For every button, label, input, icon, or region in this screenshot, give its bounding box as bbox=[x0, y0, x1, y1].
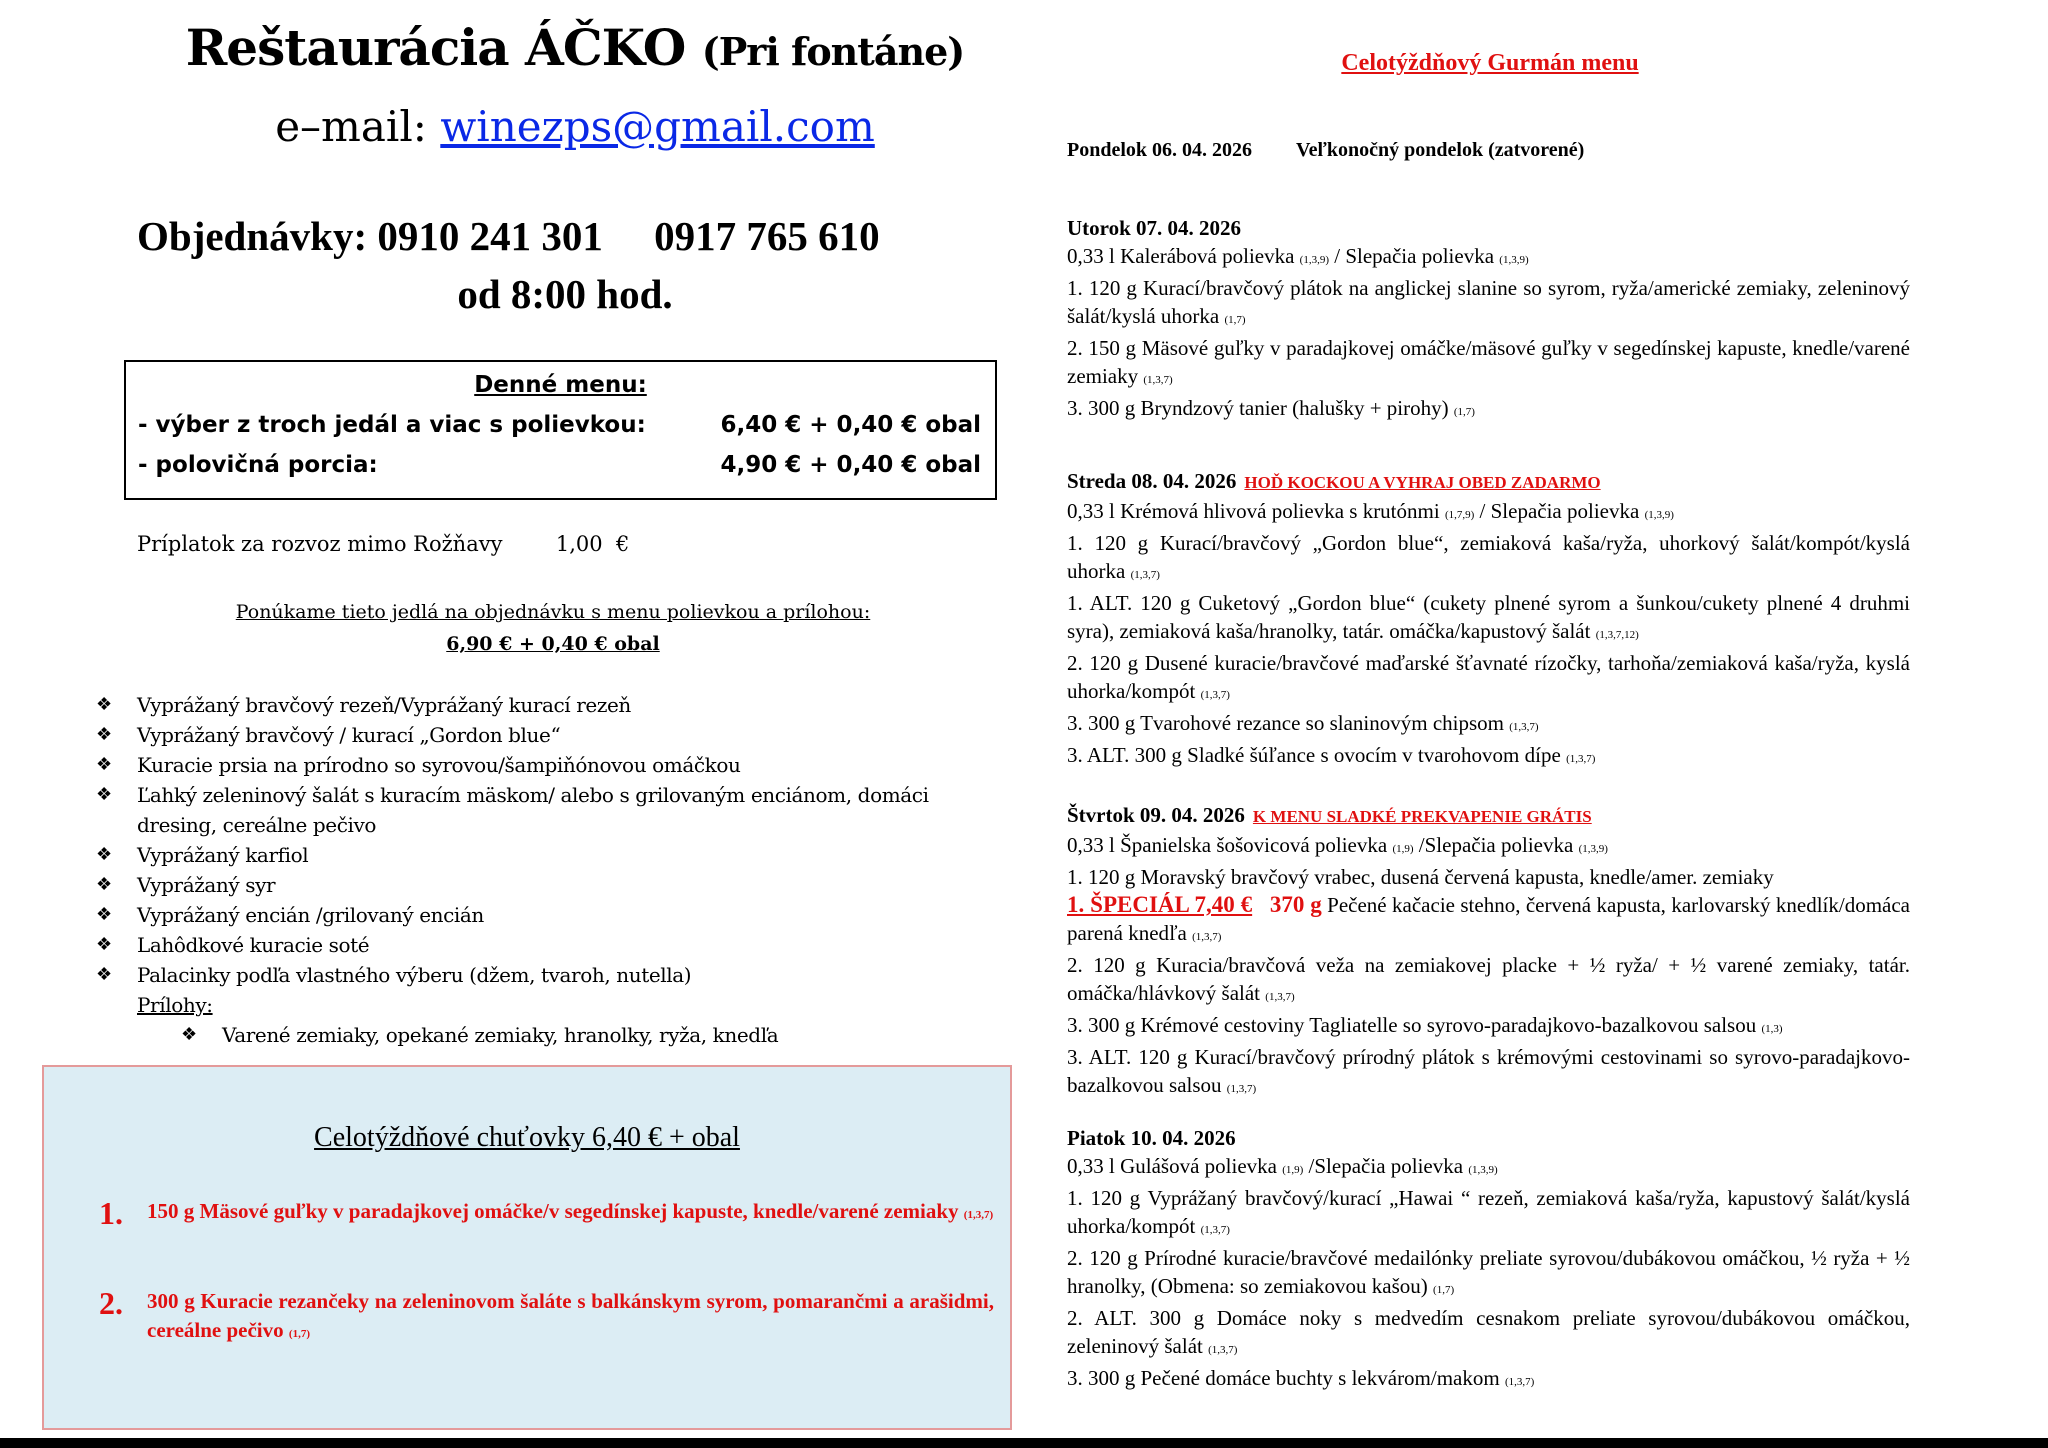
offer-item bbox=[96, 900, 996, 930]
order-phones: Objednávky: 0910 241 301 0917 765 610 bbox=[137, 213, 880, 259]
offer-item-text: Vyprážaný syr bbox=[137, 873, 276, 897]
day-heading: Pondelok 06. 04. 2026 bbox=[1067, 139, 1253, 161]
allergens: (1,3,7) bbox=[1143, 374, 1173, 386]
menu-line bbox=[1067, 1043, 1910, 1103]
offer-item-text: Vyprážaný bravčový rezeň/Vyprážaný kurací rezeň bbox=[137, 693, 631, 717]
dish-text: 0,33 l Kalerábová polievka bbox=[1067, 244, 1300, 268]
sides-text: Varené zemiaky, opekané zemiaky, hranolky, ryža, knedľa bbox=[222, 1023, 779, 1047]
promo-text: K MENU SLADKÉ PREKVAPENIE GRÁTIS bbox=[1252, 807, 1592, 826]
menu-line bbox=[1067, 1304, 1910, 1364]
item-number: 1. bbox=[99, 1195, 123, 1231]
menu-line bbox=[1067, 741, 1910, 773]
menu-line bbox=[1067, 529, 1910, 589]
offer-item bbox=[96, 750, 996, 780]
allergens: (1,3,7) bbox=[1504, 1376, 1535, 1388]
day-heading: Utorok 07. 04. 2026 bbox=[1067, 216, 1242, 240]
row-price: 6,40 € + 0,40 € obal bbox=[720, 412, 981, 438]
restaurant-name: Reštaurácia ÁČKO bbox=[185, 18, 686, 77]
item-text: 300 g Kuracie rezančeky na zeleninovom šaláte s balkánskym syrom, pomarančmi a arašidmi, cereálne pečivo bbox=[147, 1289, 994, 1342]
dish-text: 1. 120 g Vyprážaný bravčový/kurací „Hawai “ rezeň, zemiaková kaša/ryža, kapustový šalát/kyslá uhorka/kompót bbox=[1067, 1186, 1910, 1238]
day-thursday bbox=[1067, 801, 1910, 1103]
bottom-border bbox=[0, 1438, 2048, 1448]
order-hours: od 8:00 hod. bbox=[457, 271, 673, 317]
daily-menu-row bbox=[126, 412, 995, 438]
offer-item bbox=[96, 870, 996, 900]
dish-text: 0,33 l Krémová hlivová polievka s krutónmi bbox=[1067, 499, 1445, 523]
daily-menu-box bbox=[124, 360, 997, 500]
menu-line bbox=[1067, 274, 1910, 334]
allergens: (1,3) bbox=[1761, 1023, 1783, 1035]
offer-item bbox=[96, 690, 996, 720]
promo-text: HOĎ KOCKOU A VYHRAJ OBED ZADARMO bbox=[1244, 473, 1601, 492]
allergens: (1,7) bbox=[1433, 1284, 1455, 1296]
email-label: e–mail: bbox=[275, 102, 427, 151]
dish-text: 3. 300 g Tvarohové rezance so slaninovým chipsom bbox=[1067, 711, 1510, 735]
menu-line bbox=[1067, 1244, 1910, 1304]
offer-item bbox=[96, 840, 996, 870]
dish-text: 3. 300 g Pečené domáce buchty s lekvárom/makom bbox=[1067, 1366, 1505, 1390]
allergens: (1,3,7) bbox=[1208, 1344, 1238, 1356]
offer-list bbox=[96, 690, 996, 1050]
restaurant-title bbox=[0, 18, 1150, 77]
allergens: (1,3,7) bbox=[1192, 931, 1222, 943]
menu-line bbox=[1067, 831, 1910, 863]
dish-text: / Slepačia polievka bbox=[1329, 244, 1500, 268]
menu-line bbox=[1067, 497, 1910, 529]
dish-text: 3. ALT. 300 g Sladké šúľance s ovocím v tvarohovom dípe bbox=[1067, 743, 1567, 767]
diamond-bullet-icon: ❖ bbox=[96, 754, 112, 775]
item-text: 150 g Mäsové guľky v paradajkovej omáčke/v segedínskej kapuste, knedle/varené zemiaky bbox=[147, 1199, 959, 1223]
dish-text: 3. 300 g Krémové cestoviny Tagliatelle so syrovo-paradajkovo-bazalkovou salsou bbox=[1067, 1013, 1762, 1037]
diamond-bullet-icon: ❖ bbox=[96, 844, 112, 865]
allergens: (1,3,7) bbox=[1200, 1224, 1230, 1236]
menu-line bbox=[1067, 242, 1910, 274]
diamond-bullet-icon: ❖ bbox=[96, 724, 112, 745]
allergens: (1,3,9) bbox=[1299, 254, 1329, 266]
dish-text: Pečené kačacie stehno, červená kapusta, karlovarský knedlík/domáca parená knedľa bbox=[1067, 893, 1910, 945]
offer-item bbox=[96, 930, 996, 960]
daily-menu-row bbox=[126, 452, 995, 478]
offer-item-text: Lahôdkové kuracie soté bbox=[137, 933, 370, 957]
day-wednesday bbox=[1067, 467, 1910, 773]
offer-item-text: Palacinky podľa vlastného výberu (džem, tvaroh, nutella) bbox=[137, 963, 692, 987]
daily-menu-title: Denné menu: bbox=[474, 372, 647, 398]
weekly-special-item bbox=[99, 1197, 994, 1230]
dish-text: 0,33 l Španielska šošovicová polievka bbox=[1067, 833, 1393, 857]
row-label: - výber z troch jedál a viac s polievkou: bbox=[138, 412, 646, 438]
dish-text: 3. 300 g Bryndzový tanier (halušky + pirohy) bbox=[1067, 396, 1454, 420]
diamond-bullet-icon: ❖ bbox=[96, 694, 112, 715]
diamond-bullet-icon: ❖ bbox=[96, 964, 112, 985]
weekly-specials-box bbox=[42, 1065, 1012, 1430]
day-heading: Piatok 10. 04. 2026 bbox=[1067, 1126, 1236, 1150]
dish-text: /Slepačia polievka bbox=[1303, 1154, 1469, 1178]
menu-line bbox=[1067, 1364, 1910, 1396]
diamond-bullet-icon: ❖ bbox=[96, 904, 112, 925]
allergens: (1,9) bbox=[1282, 1164, 1304, 1176]
offer-item-text: Vyprážaný karfiol bbox=[137, 843, 309, 867]
dish-text: /Slepačia polievka bbox=[1413, 833, 1579, 857]
day-note: Veľkonočný pondelok (zatvorené) bbox=[1296, 139, 1585, 161]
allergens: (1,7) bbox=[1453, 406, 1475, 418]
dish-text: 2. 120 g Dusené kuracie/bravčové maďarské šťavnaté rízočky, tarhoňa/zemiaková kaša/ryža, kyslá uhorka/kompót bbox=[1067, 651, 1910, 703]
allergens: (1,3,7) bbox=[1130, 569, 1160, 581]
day-monday bbox=[1067, 136, 1910, 164]
day-heading: Štvrtok 09. 04. 2026 bbox=[1067, 803, 1245, 827]
allergens: (1,3,7) bbox=[1509, 721, 1539, 733]
dish-text: 1. ALT. 120 g Cuketový „Gordon blue“ (cukety plnené syrom a šunkou/cukety plnené 4 druhmi syra), zemiaková kaša/hranolky, tatár. omáčka/kapustový šalát bbox=[1067, 591, 1910, 643]
menu-line bbox=[1067, 709, 1910, 741]
allergens: (1,3,7) bbox=[1226, 1083, 1257, 1095]
diamond-bullet-icon: ❖ bbox=[181, 1024, 197, 1045]
sides-label: Prílohy: bbox=[137, 993, 213, 1017]
menu-line bbox=[1067, 334, 1910, 394]
diamond-bullet-icon: ❖ bbox=[96, 784, 112, 805]
dish-text: / Slepačia polievka bbox=[1474, 499, 1645, 523]
week-menu-title: Celotýždňový Gurmán menu bbox=[1341, 50, 1639, 76]
diamond-bullet-icon: ❖ bbox=[96, 874, 112, 895]
menu-line bbox=[1067, 863, 1910, 891]
day-friday bbox=[1067, 1124, 1910, 1396]
offer-item-text: Ľahký zeleninový šalát s kuracím mäskom/ alebo s grilovaným enciánom, domáci dresing, cereálne pečivo bbox=[137, 783, 929, 837]
menu-line bbox=[1067, 649, 1910, 709]
menu-line bbox=[1067, 1184, 1910, 1244]
special-item bbox=[1067, 891, 1910, 951]
allergens: (1,3,9) bbox=[1644, 509, 1674, 521]
sides-item bbox=[181, 1020, 996, 1050]
delivery-surcharge bbox=[137, 532, 629, 556]
row-price: 4,90 € + 0,40 € obal bbox=[720, 452, 981, 478]
special-weight: 370 g bbox=[1269, 892, 1322, 917]
surcharge-label: Príplatok za rozvoz mimo Rožňavy bbox=[137, 532, 503, 556]
menu-line bbox=[1067, 1011, 1910, 1043]
allergens: (1,3,9) bbox=[1578, 843, 1608, 855]
row-label: - polovičná porcia: bbox=[138, 452, 378, 478]
menu-line bbox=[1067, 394, 1910, 426]
dish-text: 2. 150 g Mäsové guľky v paradajkovej omáčke/mäsové guľky v segedínskej kapuste, knedle/varené zemiaky bbox=[1067, 336, 1910, 388]
restaurant-location: (Pri fontáne) bbox=[701, 29, 965, 74]
offer-item bbox=[96, 960, 996, 990]
dish-text: 2. ALT. 300 g Domáce noky s medvedím cesnakom preliate syrovou/dubákovou omáčkou, zeleninový šalát bbox=[1067, 1306, 1910, 1358]
offer-item-text: Vyprážaný bravčový / kurací „Gordon blue“ bbox=[137, 723, 561, 747]
offer-item-text: Kuracie prsia na prírodno so syrovou/šampiňónovou omáčkou bbox=[137, 753, 741, 777]
menu-line bbox=[1067, 1152, 1910, 1184]
allergens: (1,3,7) bbox=[963, 1209, 994, 1221]
dish-text: 3. ALT. 120 g Kurací/bravčový prírodný plátok s krémovými cestovinami so syrovo-paradajkovo-bazalkovou salsou bbox=[1067, 1045, 1910, 1097]
menu-line bbox=[1067, 951, 1910, 1011]
email-line bbox=[0, 102, 1150, 151]
dish-text: 0,33 l Gulášová polievka bbox=[1067, 1154, 1283, 1178]
diamond-bullet-icon: ❖ bbox=[96, 934, 112, 955]
offer-item bbox=[96, 780, 996, 840]
weekly-specials-title: Celotýždňové chuťovky 6,40 € + obal bbox=[314, 1122, 740, 1153]
allergens: (1,9) bbox=[1392, 843, 1414, 855]
day-heading: Streda 08. 04. 2026 bbox=[1067, 469, 1237, 493]
allergens: (1,7,9) bbox=[1444, 509, 1475, 521]
offer-item bbox=[96, 720, 996, 750]
offer-heading bbox=[120, 596, 986, 660]
dish-text: 2. 120 g Prírodné kuracie/bravčové medailónky preliate syrovou/dubákovou omáčkou, ½ ryža + ½ hranolky, (Obmena: so zemiakovou kašou) bbox=[1067, 1246, 1910, 1298]
allergens: (1,7) bbox=[1224, 314, 1246, 326]
allergens: (1,7) bbox=[288, 1328, 310, 1340]
offer-item-text: Vyprážaný encián /grilovaný encián bbox=[137, 903, 484, 927]
allergens: (1,3,7,12) bbox=[1595, 629, 1639, 641]
dish-text: 2. 120 g Kuracia/bravčová veža na zemiakovej placke + ½ ryža/ + ½ varené zemiaky, tatár. omáčka/hlávkový šalát bbox=[1067, 953, 1910, 1005]
item-number: 2. bbox=[99, 1285, 123, 1321]
offer-price: 6,90 € + 0,40 € obal bbox=[446, 633, 660, 655]
dish-text: 1. 120 g Kurací/bravčový „Gordon blue“, zemiaková kaša/ryža, uhorkový šalát/kompót/kyslá uhorka bbox=[1067, 531, 1910, 583]
dish-text: 1. 120 g Moravský bravčový vrabec, dusená červená kapusta, knedle/amer. zemiaky bbox=[1067, 865, 1774, 889]
menu-line bbox=[1067, 589, 1910, 649]
day-tuesday bbox=[1067, 214, 1910, 426]
surcharge-price: 1,00 € bbox=[555, 532, 630, 556]
email-link[interactable]: winezps@gmail.com bbox=[440, 102, 875, 151]
special-label: 1. ŠPECIÁL 7,40 € bbox=[1067, 892, 1253, 917]
allergens: (1,3,7) bbox=[1200, 689, 1230, 701]
dish-text: 1. 120 g Kurací/bravčový plátok na anglickej slanine so syrom, ryža/americké zemiaky, zeleninový šalát/kyslá uhorka bbox=[1067, 276, 1910, 328]
allergens: (1,3,9) bbox=[1499, 254, 1529, 266]
weekly-special-item bbox=[99, 1287, 994, 1349]
allergens: (1,3,7) bbox=[1265, 991, 1295, 1003]
allergens: (1,3,7) bbox=[1566, 753, 1596, 765]
offer-text: Ponúkame tieto jedlá na objednávku s menu polievkou a prílohou: bbox=[235, 601, 871, 623]
allergens: (1,3,9) bbox=[1468, 1164, 1498, 1176]
